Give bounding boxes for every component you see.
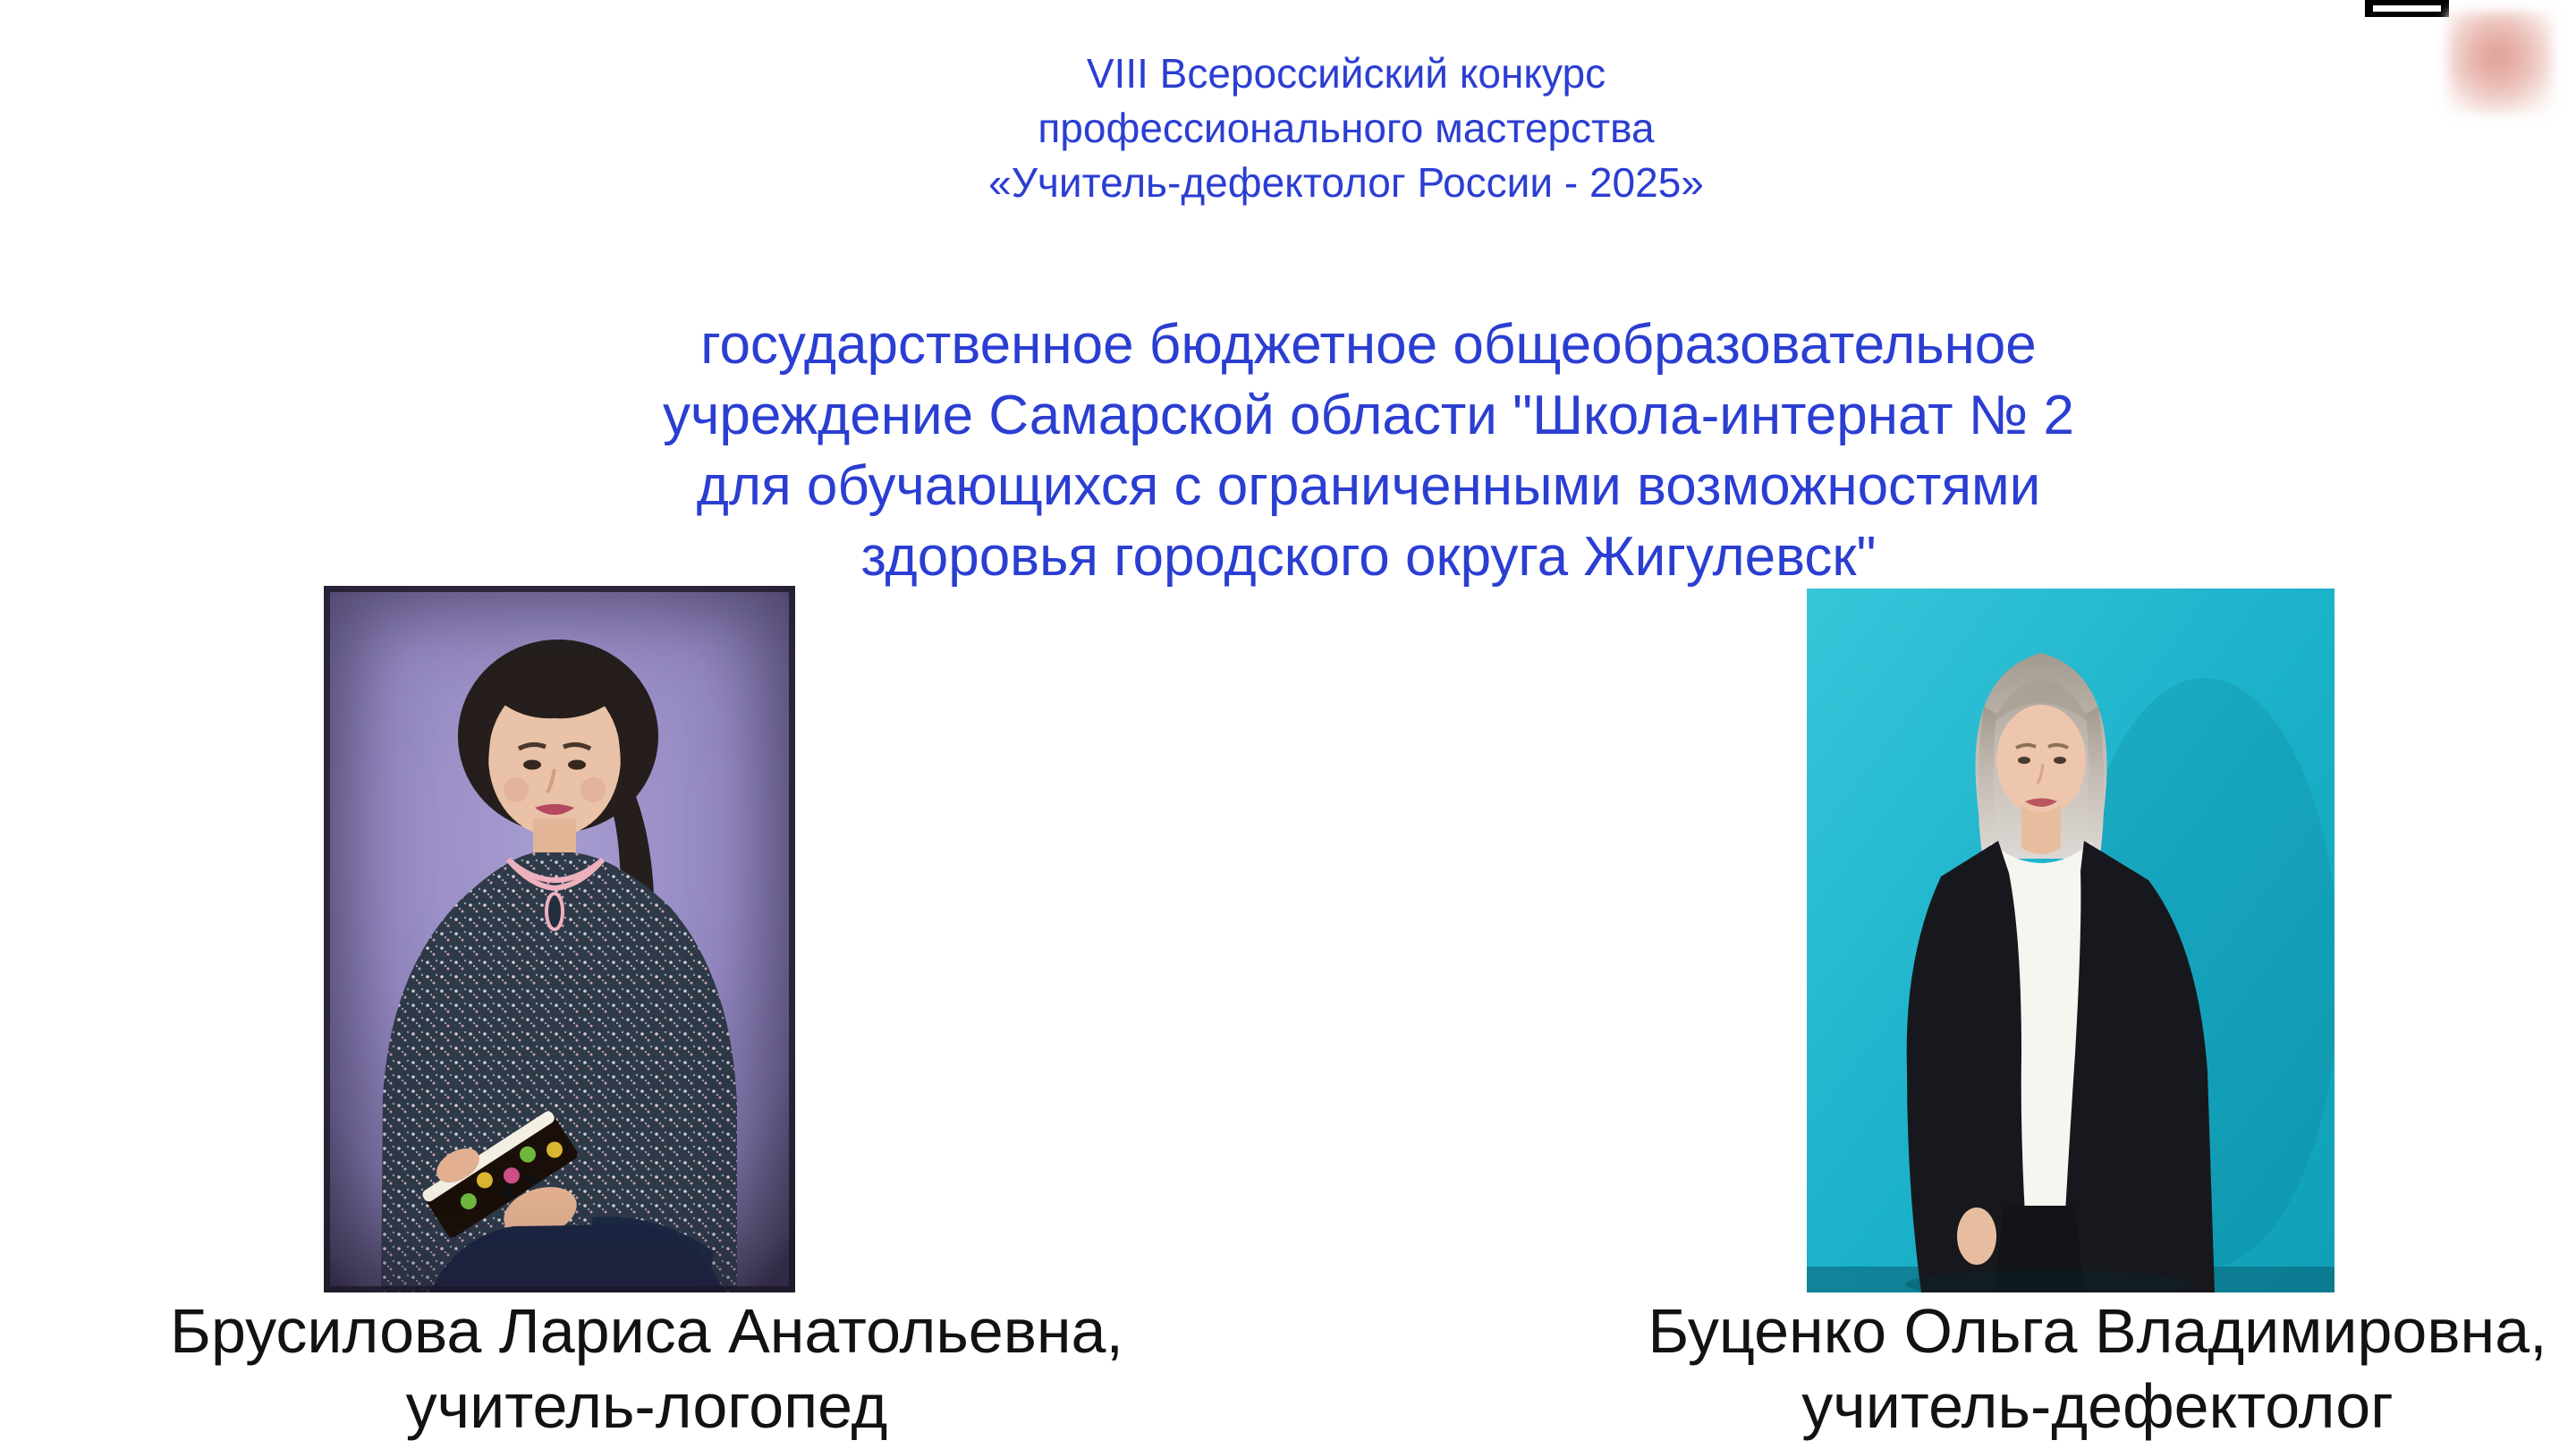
hand (1957, 1208, 1996, 1265)
neck (2021, 805, 2061, 854)
teacher-role: учитель-логопед (405, 1371, 888, 1441)
teacher-role: учитель-дефектолог (1801, 1371, 2394, 1441)
contest-header-line-3: «Учитель-дефектолог России - 2025» (988, 159, 1704, 206)
menu-bar-icon (2373, 5, 2441, 12)
photo-butsenko (1807, 589, 2334, 1292)
organization-line-2: учреждение Самарской области "Школа-интернат № 2 (663, 385, 2074, 446)
organization-title (143, 309, 2576, 592)
teacher-name: Буценко Ольга Владимировна, (1648, 1296, 2547, 1366)
contest-header (121, 47, 2572, 210)
photo-brusilova-illustration (324, 586, 795, 1292)
menu-icon-fragment[interactable] (2365, 0, 2449, 17)
organization-line-4: здоровья городского округа Жигулевск" (860, 526, 1877, 588)
photo-brusilova (324, 586, 795, 1292)
photo-butsenko-illustration (1807, 589, 2334, 1292)
teacher-name: Брусилова Лариса Анатольевна, (170, 1296, 1123, 1366)
caption-brusilova (85, 1293, 1208, 1444)
organization-line-1: государственное бюджетное общеобразовательное (700, 314, 2037, 376)
caption-butsenko (1579, 1293, 2576, 1444)
organization-line-3: для обучающихся с ограниченными возможностями (696, 455, 2041, 517)
contest-header-line-2: профессионального мастерства (1038, 105, 1655, 151)
contest-header-line-1: VIII Всероссийский конкурс (1086, 50, 1606, 97)
